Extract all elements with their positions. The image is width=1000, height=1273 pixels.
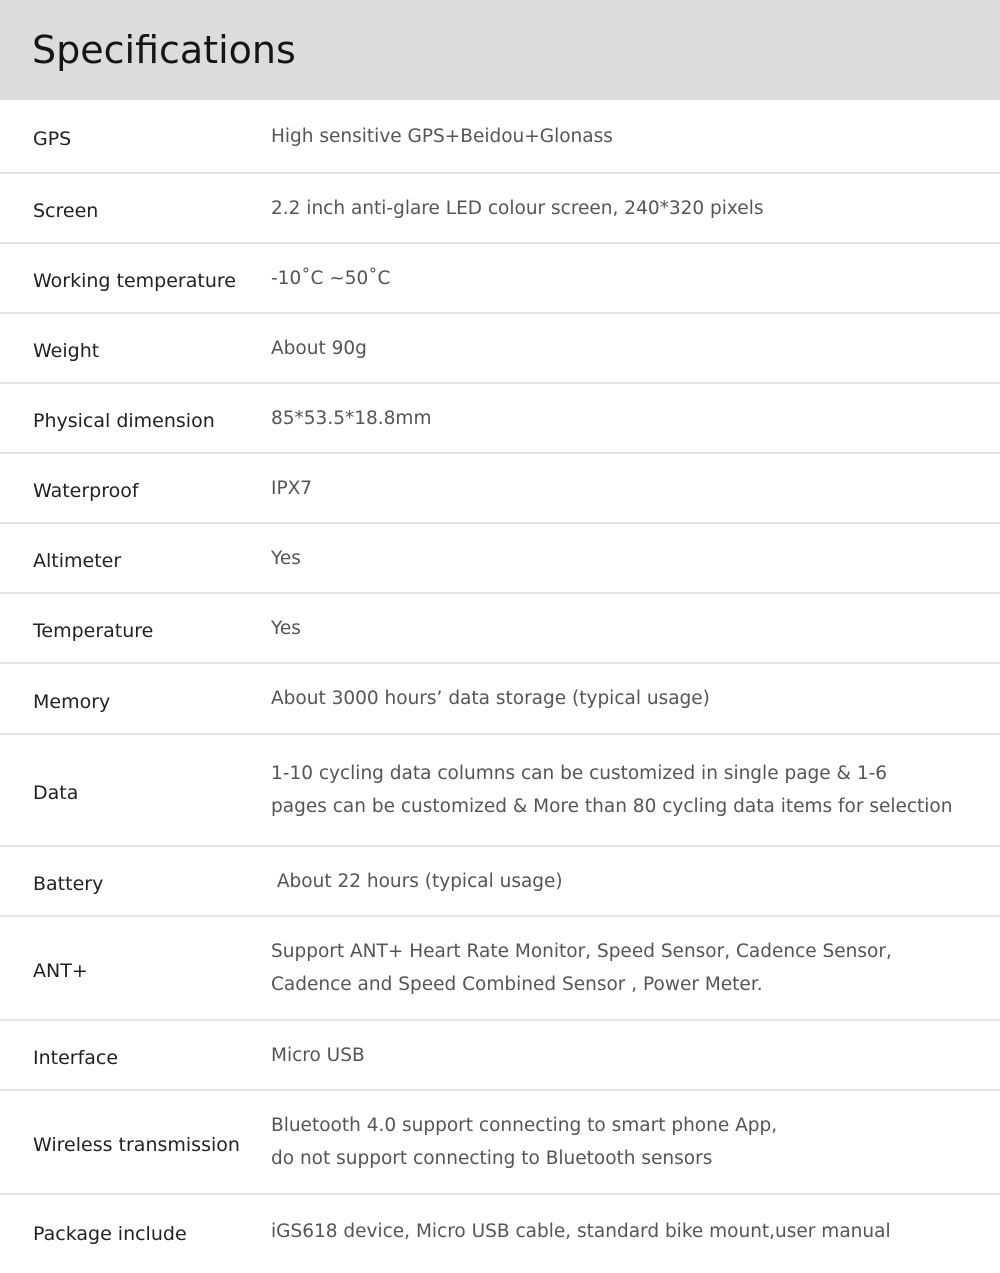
spec-label: Interface bbox=[33, 1047, 119, 1069]
spec-value: IPX7 bbox=[271, 477, 313, 499]
spec-label: Memory bbox=[33, 690, 111, 713]
spec-value: 85*53.5*18.8mm bbox=[271, 407, 432, 429]
spec-value: About 22 hours (typical usage) bbox=[271, 870, 563, 892]
spec-row-ant-plus bbox=[0, 917, 1000, 1021]
spec-value: 2.2 inch anti-glare LED colour screen, 240*320 pixels bbox=[271, 197, 764, 219]
spec-row-working-temperature bbox=[0, 244, 1000, 314]
spec-table bbox=[0, 100, 1000, 1267]
spec-label: GPS bbox=[33, 128, 72, 150]
spec-row-interface bbox=[0, 1021, 1000, 1091]
spec-label: Working temperature bbox=[33, 270, 236, 292]
spec-row-temperature bbox=[0, 594, 1000, 664]
spec-label: Data bbox=[33, 782, 79, 804]
spec-row-package-include bbox=[0, 1195, 1000, 1267]
spec-label: ANT+ bbox=[33, 960, 88, 982]
spec-row-altimeter bbox=[0, 524, 1000, 594]
spec-row-weight bbox=[0, 314, 1000, 384]
spec-label: Package include bbox=[33, 1223, 187, 1245]
spec-label: Weight bbox=[33, 340, 100, 362]
spec-value: About 3000 hours’ data storage (typical usage) bbox=[271, 688, 710, 709]
spec-row-memory bbox=[0, 664, 1000, 735]
spec-label: Battery bbox=[33, 873, 104, 895]
spec-label: Temperature bbox=[33, 620, 154, 642]
spec-row-screen bbox=[0, 174, 1000, 244]
spec-label: Physical dimension bbox=[33, 410, 215, 432]
spec-value: Support ANT+ Heart Rate Monitor, Speed Sensor, Cadence Sensor, Cadence and Speed Combined Sensor , Power Meter. bbox=[271, 941, 892, 995]
spec-value: Yes bbox=[271, 617, 301, 639]
spec-value: -10˚C ~50˚C bbox=[271, 267, 391, 289]
spec-label: Screen bbox=[33, 200, 99, 222]
spec-value: Bluetooth 4.0 support connecting to smart phone App, do not support connecting to Bluetooth sensors bbox=[271, 1115, 778, 1169]
spec-row-wireless-transmission bbox=[0, 1091, 1000, 1195]
spec-label: Wireless transmission bbox=[33, 1134, 240, 1156]
spec-row-data bbox=[0, 735, 1000, 847]
spec-row-physical-dimension bbox=[0, 384, 1000, 454]
spec-label: Waterproof bbox=[33, 480, 139, 502]
spec-value: 1-10 cycling data columns can be customized in single page & 1-6 pages can be customized & More than 80 cycling data items for selection bbox=[271, 763, 953, 817]
spec-value: About 90g bbox=[271, 337, 367, 359]
spec-value: Micro USB bbox=[271, 1044, 365, 1066]
spec-row-gps bbox=[0, 100, 1000, 174]
spec-row-battery bbox=[0, 847, 1000, 917]
spec-value: iGS618 device, Micro USB cable, standard bike mount,user manual bbox=[271, 1220, 891, 1242]
header-bar bbox=[0, 0, 1000, 100]
spec-value: High sensitive GPS+Beidou+Glonass bbox=[271, 125, 613, 147]
spec-value: Yes bbox=[271, 547, 301, 569]
spec-label: Altimeter bbox=[33, 550, 122, 572]
page-title: Specifications bbox=[32, 28, 296, 72]
spec-row-waterproof bbox=[0, 454, 1000, 524]
